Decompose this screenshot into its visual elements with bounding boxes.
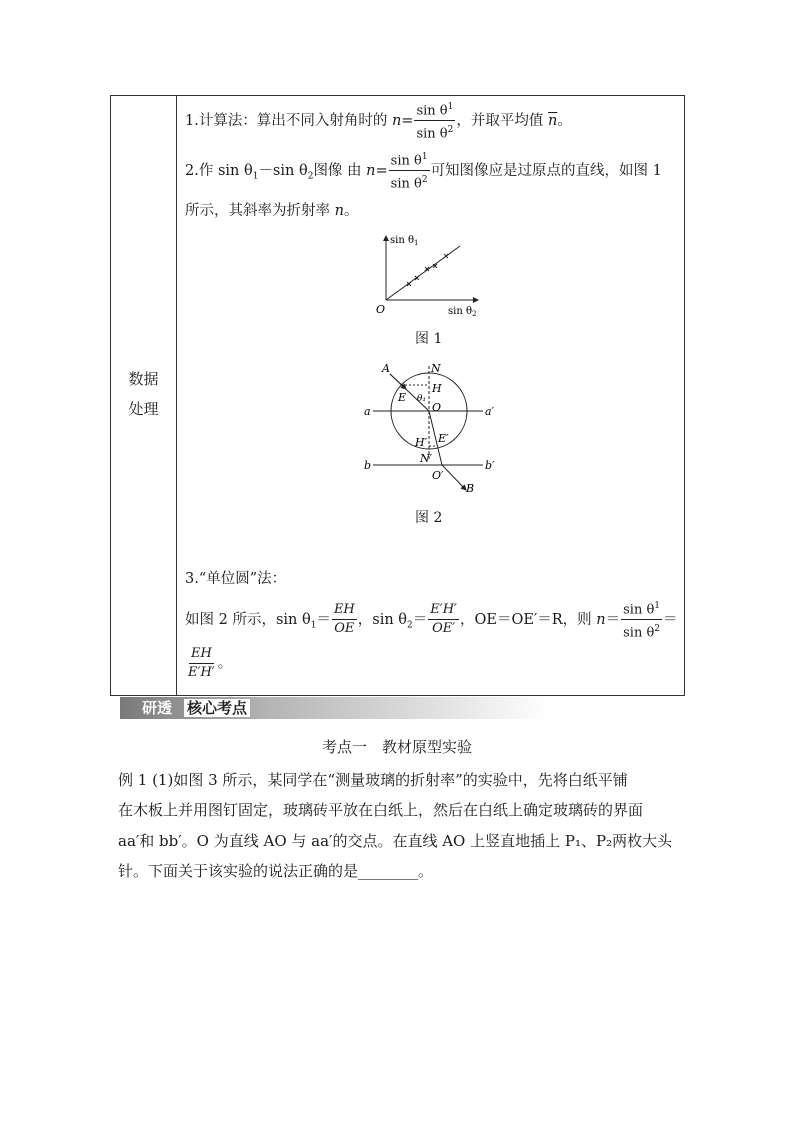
label-b-prime: b′	[485, 459, 495, 472]
label-H: H	[432, 382, 442, 395]
row-label-line1: 数据	[128, 370, 159, 388]
method-2-line2: 所示，其斜率为折射率 n。	[185, 203, 359, 219]
fit-line	[386, 246, 460, 300]
example-line-2: 在木板上并用图钉固定，玻璃砖平放在白纸上，然后在白纸上确定玻璃砖的界面	[118, 801, 644, 819]
label-O: O	[432, 401, 442, 414]
fraction-sin-ratio: $\frac{\sin \theta^1}{\sin \theta^2}$	[621, 597, 662, 643]
banner-tag-primary: 研透	[142, 699, 173, 717]
method-3-formula-line: 如图 2 所示，$\sin \theta_1=$ $\frac{EH}{OE}$ ，$\sin \theta_2=$ $\frac{E'H'}{OE'}$ ，OE＝OE′＝R，则 n＝ $\frac{\sin \theta^1}{\sin \theta^2}$ ＝	[185, 597, 678, 643]
label-N: N	[431, 362, 441, 375]
section-banner	[120, 697, 550, 719]
label-O-prime: O′	[432, 469, 444, 482]
label-a-prime: a′	[485, 405, 495, 418]
method-1-paragraph: 1.计算法：算出不同入射角时的 n= $\frac{\sin \theta^1}{\sin \theta^2}$ ，并取平均值 $\overline{n}$。	[185, 98, 572, 144]
column-divider	[176, 96, 177, 695]
origin-label: O	[376, 303, 386, 316]
figure-1-graph	[370, 230, 490, 322]
example-line-3: aa′和 bb′。O 为直线 AO 与 aa′的交点。在直线 AO 上竖直地插上 P₁、P₂两枚大头	[118, 832, 673, 850]
fraction-sin-ratio: $\frac{\sin \theta^1}{\sin \theta^2}$	[414, 98, 455, 144]
method-2-paragraph: 2.作 $\sin \theta_1-\sin$ $\theta_2$图像 由 n= $\frac{\sin \theta^1}{\sin \theta^2}$ 可知图像应是过原点的直线，如图 1	[185, 148, 662, 194]
label-B: B	[466, 482, 475, 495]
label-a: a	[364, 405, 371, 418]
emergent-ray	[442, 465, 466, 490]
label-H-prime: H′	[415, 436, 428, 449]
section-title: 考点一 教材原型实验	[321, 738, 472, 756]
figure-2-diagram	[358, 358, 508, 496]
label-A: A	[382, 362, 390, 375]
y-axis-label: $\sin \theta_1$	[390, 235, 419, 247]
x-axis-label: $\sin \theta_2$	[448, 306, 477, 318]
figure-2-caption: 图 2	[415, 510, 443, 526]
label-N-prime: N′	[420, 452, 433, 465]
row-label-line2: 处理	[128, 400, 159, 418]
method-3-result-line: $\frac{EH}{E'H'}$ 。	[188, 646, 233, 680]
n-average: $\overline{n}$	[547, 112, 558, 129]
fraction-eh-oe: $\frac{EH}{OE}$	[333, 602, 355, 637]
example-line-1: 例 1 (1)如图 3 所示，某同学在“测量玻璃的折射率”的实验中，先将白纸平铺	[118, 771, 628, 789]
figure-1-caption: 图 1	[415, 331, 443, 347]
label-E: E	[398, 391, 407, 404]
label-E-prime: E′	[438, 432, 449, 445]
banner-tag-secondary: 核心考点	[184, 699, 250, 717]
fraction-sin-ratio: $\frac{\sin \theta^1}{\sin \theta^2}$	[389, 148, 430, 194]
example-line-4: 针。下面关于该实验的说法正确的是________。	[118, 862, 434, 880]
label-b: b	[364, 459, 372, 472]
method-3-title: 3.“单位圆”法：	[185, 571, 287, 587]
fraction-eh-ehp: $\frac{EH}{E'H'}$	[188, 646, 215, 680]
label-theta1: θ₁	[417, 394, 427, 404]
fraction-ehp-oep: $\frac{E'H'}{OE'}$	[430, 602, 457, 637]
